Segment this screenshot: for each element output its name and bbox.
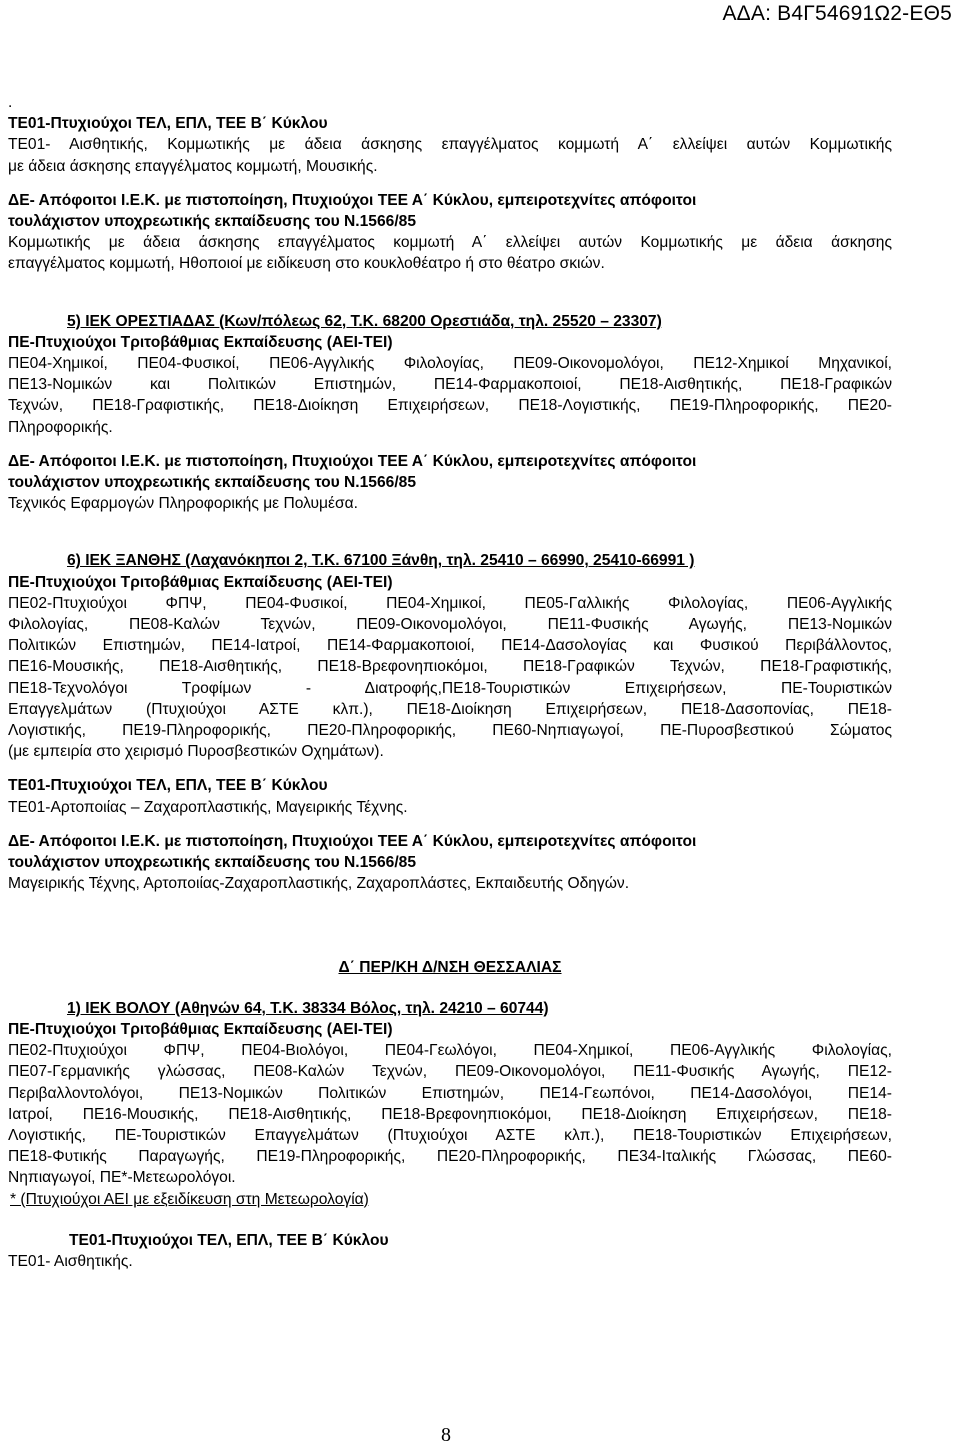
iek-volos-pe-line-3: Περιβαλλοντολόγοι, ΠΕ13-Νομικών Πολιτικών Επιστημών, ΠΕ14-Γεωπόνοι, ΠΕ14-Δασολόγοι, ΠΕ14- (8, 1084, 892, 1102)
te01-line-2: με άδεια άσκησης επαγγέλματος κομμωτή, Μουσικής. (8, 157, 378, 175)
iek-orestiada-de-line-1: Τεχνικός Εφαρμογών Πληροφορικής με Πολυμέσα. (8, 495, 358, 513)
iek-xanthi-pe-line-7: Λογιστικής, ΠΕ19-Πληροφορικής, ΠΕ20-Πληροφορικής, ΠΕ60-Νηπιαγωγοί, ΠΕ-Πυροσβεστικού Σώματος (8, 722, 892, 740)
region-title: Δ΄ ΠΕΡ/ΚΗ Δ/ΝΣΗ ΘΕΣΣΑΛΙΑΣ (338, 958, 562, 976)
iek-volos-pe-line-5: Λογιστικής, ΠΕ-Τουριστικών Επαγγελμάτων (Πτυχιούχοι ΑΣΤΕ κλπ.), ΠΕ18-Τουριστικών Επιχειρήσεων, (8, 1126, 892, 1144)
iek-volos-pe-line-4: Ιατροί, ΠΕ16-Μουσικής, ΠΕ18-Αισθητικής, ΠΕ18-Βρεφονηπιοκόμοι, ΠΕ18-Διοίκηση Επιχειρήσεων, ΠΕ18- (8, 1105, 892, 1123)
iek-xanthi-de-heading-1: ΔΕ- Απόφοιτοι Ι.Ε.Κ. με πιστοποίηση, Πτυχιούχοι ΤΕΕ Α΄ Κύκλου, εμπειροτεχνίτες απόφοιτοι (8, 832, 697, 850)
te01-title: ΤΕ01-Πτυχιούχοι ΤΕΛ, ΕΠΛ, ΤΕΕ Β΄ Κύκλου (8, 115, 328, 133)
leading-dot: . (8, 94, 13, 111)
iek-xanthi-pe-title: ΠΕ-Πτυχιούχοι Τριτοβάθμιας Εκπαίδευσης (ΑΕΙ-ΤΕΙ) (8, 573, 393, 591)
de-heading-2: τουλάχιστον υποχρεωτικής εκπαίδευσης του Ν.1566/85 (8, 213, 416, 231)
te01-line-1: ΤΕ01- Αισθητικής, Κομμωτικής με άδεια άσκησης επαγγέλματος κομμωτή Α΄ ελλείψει αυτών Κομμωτικής (8, 136, 892, 154)
de-line-1: Κομμωτικής με άδεια άσκησης επαγγέλματος κομμωτή Α΄ ελλείψει αυτών Κομμωτικής με άδεια άσκησης (8, 234, 892, 252)
iek-orestiada-pe-line-2: ΠΕ13-Νομικών και Πολιτικών Επιστημών, ΠΕ14-Φαρμακοποιοί, ΠΕ18-Αισθητικής, ΠΕ18-Γραφικών (8, 376, 892, 394)
ada-code: ΑΔΑ: Β4Γ54691Ω2-ΕΘ5 (722, 2, 952, 25)
de-line-2: επαγγέλματος κομμωτή, Ηθοποιοί με ειδίκευση στο κουκλοθέατρο ή στο θέατρο σκιών. (8, 255, 605, 273)
iek-xanthi-de-heading-2: τουλάχιστον υποχρεωτικής εκπαίδευσης του Ν.1566/85 (8, 854, 416, 872)
iek-xanthi-pe-line-5: ΠΕ18-Τεχνολόγοι Τροφίμων - Διατροφής,ΠΕ18-Τουριστικών Επιχειρήσεων, ΠΕ-Τουριστικών (8, 679, 892, 697)
iek-xanthi-pe-line-4: ΠΕ16-Μουσικής, ΠΕ18-Αισθητικής, ΠΕ18-Βρεφονηπιοκόμοι, ΠΕ18-Γραφικών Τεχνών, ΠΕ18-Γραφιστικής, (8, 658, 892, 676)
iek-orestiada-pe-title: ΠΕ-Πτυχιούχοι Τριτοβάθμιας Εκπαίδευσης (ΑΕΙ-ΤΕΙ) (8, 333, 393, 351)
iek-volos-pe-line-2: ΠΕ07-Γερμανικής γλώσσας, ΠΕ08-Καλών Τεχνών, ΠΕ09-Οικονομολόγοι, ΠΕ11-Φυσικής Αγωγής, ΠΕ12- (8, 1063, 892, 1081)
document-body (8, 92, 892, 1272)
iek-volos-pe-line-6: ΠΕ18-Φυτικής Παραγωγής, ΠΕ19-Πληροφορικής, ΠΕ20-Πληροφορικής, ΠΕ34-Ιταλικής Γλώσσας, ΠΕ60- (8, 1148, 892, 1166)
iek-orestiada-de-heading-1: ΔΕ- Απόφοιτοι Ι.Ε.Κ. με πιστοποίηση, Πτυχιούχοι ΤΕΕ Α΄ Κύκλου, εμπειροτεχνίτες απόφοιτοι (8, 452, 697, 470)
iek-orestiada-pe-line-4: Πληροφορικής. (8, 418, 113, 436)
iek-orestiada-pe-line-1: ΠΕ04-Χημικοί, ΠΕ04-Φυσικοί, ΠΕ06-Αγγλικής Φιλολογίας, ΠΕ09-Οικονομολόγοι, ΠΕ12-Χημικοί Μηχανικοί, (8, 355, 892, 373)
iek-xanthi-te-title: ΤΕ01-Πτυχιούχοι ΤΕΛ, ΕΠΛ, ΤΕΕ Β΄ Κύκλου (8, 777, 328, 795)
iek-xanthi-pe-line-3: Πολιτικών Επιστημών, ΠΕ14-Ιατροί, ΠΕ14-Φαρμακοποιοί, ΠΕ14-Δασολογίας και Φυσικού Περιβάλλοντος, (8, 637, 892, 655)
iek-volos-heading: 1) ΙΕΚ ΒΟΛΟΥ (Αθηνών 64, Τ.Κ. 38334 Βόλος, τηλ. 24210 – 60744) (67, 999, 549, 1017)
iek-volos-pe-line-7: Νηπιαγωγοί, ΠΕ*-Μετεωρολόγοι. (8, 1169, 236, 1187)
iek-volos-note: * (Πτυχιούχοι ΑΕΙ με εξειδίκευση στη Μετεωρολογία) (10, 1190, 369, 1208)
iek-xanthi-heading: 6) ΙΕΚ ΞΑΝΘΗΣ (Λαχανόκηποι 2, Τ.Κ. 67100 Ξάνθη, τηλ. 25410 – 66990, 25410-66991 ) (67, 552, 695, 570)
page-number: 8 (441, 1424, 451, 1446)
iek-volos-pe-line-1: ΠΕ02-Πτυχιούχοι ΦΠΨ, ΠΕ04-Βιολόγοι, ΠΕ04-Γεωλόγοι, ΠΕ04-Χημικοί, ΠΕ06-Αγγλικής Φιλολογίας, (8, 1042, 892, 1060)
iek-orestiada-de-heading-2: τουλάχιστον υποχρεωτικής εκπαίδευσης του Ν.1566/85 (8, 474, 416, 492)
iek-volos-te-line-1: ΤΕ01- Αισθητικής. (8, 1252, 133, 1270)
iek-volos-pe-title: ΠΕ-Πτυχιούχοι Τριτοβάθμιας Εκπαίδευσης (ΑΕΙ-ΤΕΙ) (8, 1020, 393, 1038)
iek-xanthi-te-line-1: ΤΕ01-Αρτοποιίας – Ζαχαροπλαστικής, Μαγειρικής Τέχνης. (8, 798, 408, 816)
iek-xanthi-de-line-1: Μαγειρικής Τέχνης, Αρτοποιίας-Ζαχαροπλαστικής, Ζαχαροπλάστες, Εκπαιδευτής Οδηγών. (8, 875, 630, 893)
iek-xanthi-pe-line-6: Επαγγελμάτων (Πτυχιούχοι ΑΣΤΕ κλπ.), ΠΕ18-Διοίκηση Επιχειρήσεων, ΠΕ18-Δασοπονίας, ΠΕ18- (8, 700, 892, 718)
iek-volos-te-title: ΤΕ01-Πτυχιούχοι ΤΕΛ, ΕΠΛ, ΤΕΕ Β΄ Κύκλου (69, 1231, 389, 1249)
iek-orestiada-heading: 5) ΙΕΚ ΟΡΕΣΤΙΑΔΑΣ (Κων/πόλεως 62, Τ.Κ. 68200 Ορεστιάδα, τηλ. 25520 – 23307) (67, 312, 662, 330)
iek-xanthi-pe-line-2: Φιλολογίας, ΠΕ08-Καλών Τεχνών, ΠΕ09-Οικονομολόγοι, ΠΕ11-Φυσικής Αγωγής, ΠΕ13-Νομικών (8, 616, 892, 634)
iek-xanthi-pe-line-1: ΠΕ02-Πτυχιούχοι ΦΠΨ, ΠΕ04-Φυσικοί, ΠΕ04-Χημικοί, ΠΕ05-Γαλλικής Φιλολογίας, ΠΕ06-Αγγλικής (8, 594, 892, 612)
iek-orestiada-pe-line-3: Τεχνών, ΠΕ18-Γραφιστικής, ΠΕ18-Διοίκηση Επιχειρήσεων, ΠΕ18-Λογιστικής, ΠΕ19-Πληροφορικής, ΠΕ20- (8, 397, 892, 415)
iek-xanthi-pe-line-8: (με εμπειρία στο χειρισμό Πυροσβεστικών Οχημάτων). (8, 743, 384, 761)
de-heading-1: ΔΕ- Απόφοιτοι Ι.Ε.Κ. με πιστοποίηση, Πτυχιούχοι ΤΕΕ Α΄ Κύκλου, εμπειροτεχνίτες απόφοιτοι (8, 191, 697, 209)
